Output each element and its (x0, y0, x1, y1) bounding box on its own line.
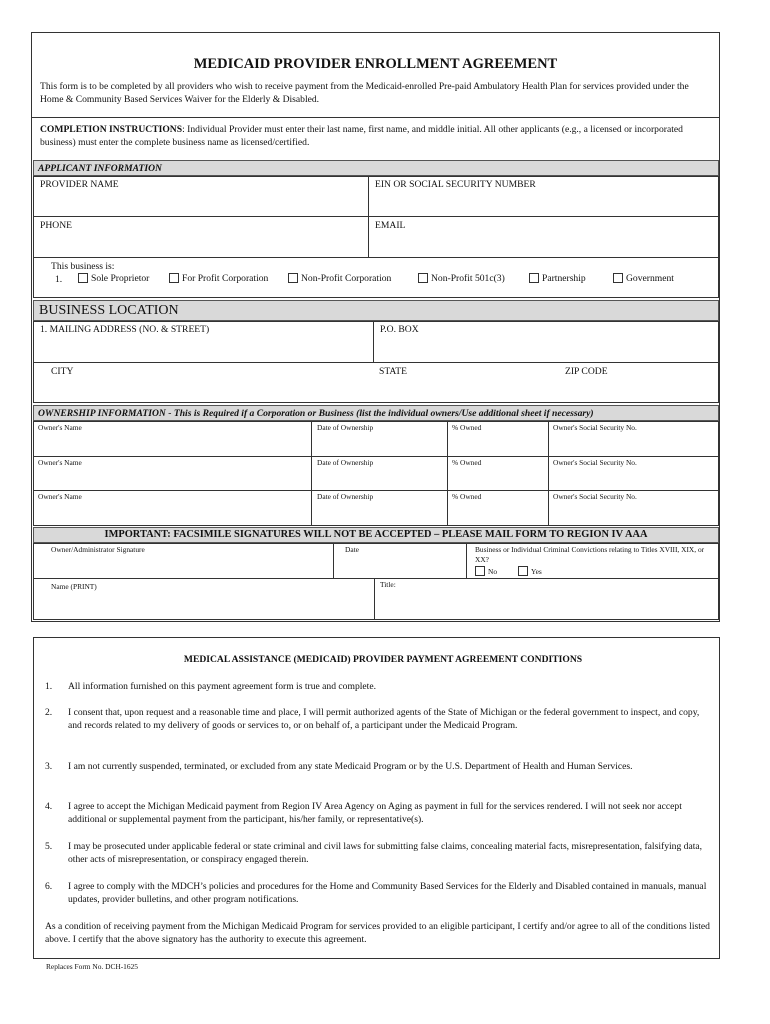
divider (33, 216, 719, 217)
option-label: For Profit Corporation (182, 273, 269, 284)
condition-number: 5. (45, 841, 53, 852)
divider (31, 117, 720, 118)
option-government[interactable] (613, 272, 674, 285)
option-label: Partnership (542, 273, 586, 284)
business-type-number: 1. (55, 274, 63, 285)
checkbox[interactable] (529, 273, 539, 283)
form-intro: This form is to be completed by all providers who wish to receive payment from the Medicaid-enrolled Pre-paid Ambulatory Health Plan for services provided under the Home & Community Based Services Waiver for the Elderly & Disabled. (40, 81, 689, 105)
percent-owned-field[interactable]: % Owned (452, 492, 482, 501)
completion-text: : Individual Provider must enter their last name, first name, and middle initial. All other applicants (e.g., a licensed or incorporated business) must enter the complete business name as licensed/certified. (40, 124, 683, 148)
ownership-grid (33, 421, 719, 526)
ownership-date-field[interactable]: Date of Ownership (317, 458, 374, 467)
condition-number: 6. (45, 881, 53, 892)
ein-field[interactable]: EIN OR SOCIAL SECURITY NUMBER (375, 179, 536, 190)
divider (33, 490, 719, 491)
condition-text: I consent that, upon request and a reasonable time and place, I will permit authorized agents of the State of Michigan or the federal government to inspect, and copy, and records related to my delivery of goods or services to, or on behalf of, a participant under the Medicaid Program. (68, 707, 700, 731)
completion-instructions (40, 123, 712, 149)
checkbox[interactable] (78, 273, 88, 283)
option-label: Government (626, 273, 674, 284)
important-header: IMPORTANT: FACSIMILE SIGNATURES WILL NOT BE ACCEPTED – PLEASE MAIL FORM TO REGION IV AAA (104, 529, 648, 540)
option-partnership[interactable] (529, 272, 586, 285)
mailing-address-field[interactable]: 1. MAILING ADDRESS (NO. & STREET) (40, 324, 210, 335)
convictions-no[interactable] (475, 566, 497, 577)
checkbox[interactable] (418, 273, 428, 283)
provider-name-field[interactable]: PROVIDER NAME (40, 179, 119, 190)
signature-date-field[interactable]: Date (345, 545, 359, 554)
divider (373, 321, 374, 362)
divider (447, 421, 448, 526)
no-label: No (488, 567, 498, 576)
divider (311, 421, 312, 526)
condition-text: I agree to comply with the MDCH’s policies and procedures for the Home and Community Based Services for the Elderly and Disabled contained in manuals, manual updates, provider bulletins, and other program notifications. (68, 881, 707, 905)
divider (33, 257, 719, 258)
checkbox[interactable] (613, 273, 623, 283)
option-label: Non-Profit 501c(3) (431, 273, 505, 284)
checkbox[interactable] (518, 566, 528, 576)
signature-field[interactable]: Owner/Administrator Signature (51, 545, 145, 554)
owner-name-field[interactable]: Owner's Name (38, 423, 82, 432)
ownership-date-field[interactable]: Date of Ownership (317, 492, 374, 501)
convictions-yes[interactable] (518, 566, 542, 577)
condition-item (45, 800, 710, 826)
option-non-profit[interactable] (288, 272, 391, 285)
checkbox[interactable] (475, 566, 485, 576)
divider (33, 362, 719, 363)
option-for-profit[interactable] (169, 272, 268, 285)
footer-note: Replaces Form No. DCH-1625 (46, 962, 138, 971)
location-header: BUSINESS LOCATION (39, 303, 179, 318)
yes-label: Yes (531, 567, 542, 576)
owner-name-field[interactable]: Owner's Name (38, 492, 82, 501)
name-print-field[interactable]: Name (PRINT) (51, 582, 97, 591)
owner-ssn-field[interactable]: Owner's Social Security No. (553, 458, 637, 467)
condition-number: 3. (45, 761, 53, 772)
divider (548, 421, 549, 526)
business-is-label: This business is: (51, 261, 115, 272)
convictions-question: Business or Individual Criminal Convictions relating to Titles XVIII, XIX, or XX? (475, 545, 705, 564)
option-label: Sole Proprietor (91, 273, 150, 284)
divider (33, 578, 719, 579)
divider (466, 543, 467, 578)
condition-item (45, 680, 710, 693)
zip-field[interactable]: ZIP CODE (565, 366, 608, 377)
completion-label: COMPLETION INSTRUCTIONS (40, 124, 183, 135)
divider (333, 543, 334, 578)
divider (33, 456, 719, 457)
option-non-profit-501c3[interactable] (418, 272, 505, 285)
option-sole-proprietor[interactable] (78, 272, 149, 285)
condition-number: 4. (45, 801, 53, 812)
condition-item (45, 880, 710, 906)
conditions-heading: MEDICAL ASSISTANCE (MEDICAID) PROVIDER PAYMENT AGREEMENT CONDITIONS (183, 654, 583, 665)
divider (374, 578, 375, 620)
applicant-header: APPLICANT INFORMATION (38, 163, 162, 174)
condition-text: I am not currently suspended, terminated, or excluded from any state Medicaid Program or by the U.S. Department of Health and Human Services. (68, 761, 633, 772)
po-box-field[interactable]: P.O. BOX (380, 324, 419, 335)
percent-owned-field[interactable]: % Owned (452, 458, 482, 467)
divider (368, 176, 369, 257)
form-title: MEDICAID PROVIDER ENROLLMENT AGREEMENT (193, 56, 558, 72)
condition-text: All information furnished on this payment agreement form is true and complete. (68, 681, 376, 692)
checkbox[interactable] (169, 273, 179, 283)
ownership-header: OWNERSHIP INFORMATION - This is Required if a Corporation or Business (list the individual owners/Use additional sheet if necessary) (38, 408, 594, 419)
checkbox[interactable] (288, 273, 298, 283)
condition-item (45, 760, 710, 773)
owner-ssn-field[interactable]: Owner's Social Security No. (553, 423, 637, 432)
percent-owned-field[interactable]: % Owned (452, 423, 482, 432)
city-field[interactable]: CITY (51, 366, 74, 377)
email-field[interactable]: EMAIL (375, 220, 406, 231)
condition-number: 1. (45, 681, 53, 692)
condition-text: I agree to accept the Michigan Medicaid payment from Region IV Area Agency on Aging as payment in full for the services rendered. I will not seek nor accept additional or supplemental payment from the participant, his/her family, or representative(s). (68, 801, 682, 825)
condition-number: 2. (45, 707, 53, 718)
ownership-date-field[interactable]: Date of Ownership (317, 423, 374, 432)
owner-ssn-field[interactable]: Owner's Social Security No. (553, 492, 637, 501)
condition-item (45, 840, 710, 866)
option-label: Non-Profit Corporation (301, 273, 392, 284)
condition-text: I may be prosecuted under applicable federal or state criminal and civil laws for submitting false claims, concealing material facts, misrepresentation, falsifying data, other acts of misrepresentation, or conspiracy engaged therein. (68, 841, 703, 865)
title-field[interactable]: Title: (380, 580, 396, 589)
owner-name-field[interactable]: Owner's Name (38, 458, 82, 467)
conditions-closing: As a condition of receiving payment from the Michigan Medicaid Program for services provided to an eligible participant, I certify and/or agree to all of the conditions listed above. I certify that the above signatory has the authority to execute this agreement. (45, 921, 710, 945)
state-field[interactable]: STATE (379, 366, 408, 377)
condition-item (45, 706, 710, 732)
phone-field[interactable]: PHONE (40, 220, 72, 231)
